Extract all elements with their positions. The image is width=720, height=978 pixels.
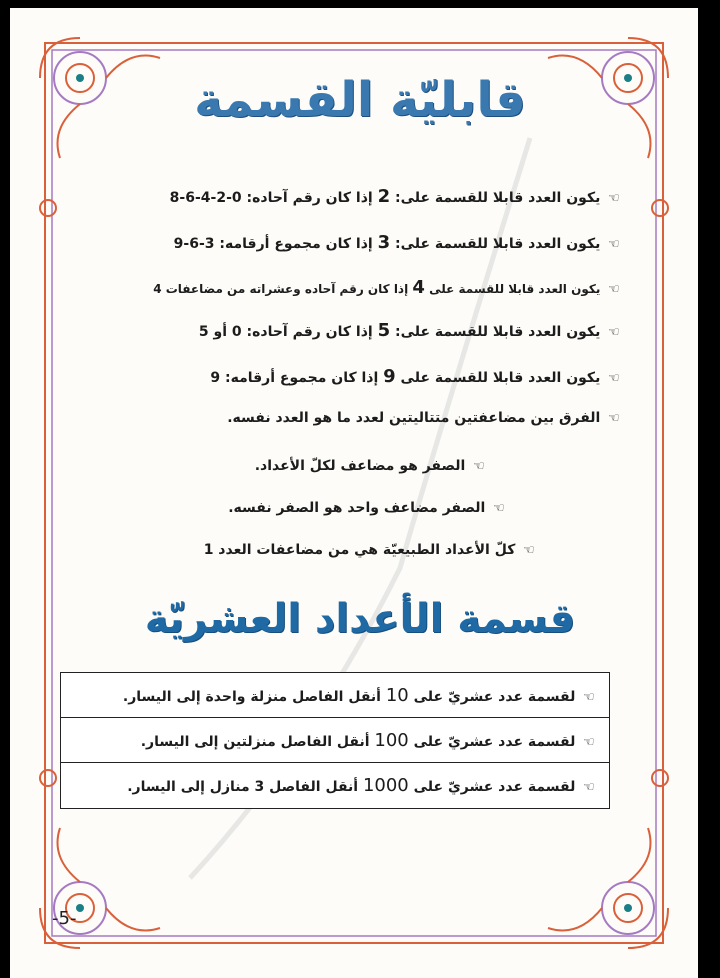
page-title: قابليّة القسمة — [194, 72, 526, 128]
rule-zero-multiple: ☞الصفر هو مضاعف لكلّ الأعداد. — [254, 458, 485, 474]
decorative-frame — [10, 8, 698, 978]
rule-divisible-3: ☞يكون العدد قابلا للقسمة على: 3 إذا كان مجموع أرقامه: 3-6-9 — [173, 232, 620, 253]
pointing-hand-icon: ☞ — [608, 282, 620, 297]
pointing-hand-icon: ☞ — [523, 543, 535, 558]
decimal-section-title: قسمة الأعداد العشريّة — [144, 596, 576, 642]
pointing-hand-icon: ☞ — [608, 237, 620, 252]
rule-multiples-difference: ☞الفرق بين مضاعفتين متتاليتين لعدد ما هو العدد نفسه. — [227, 410, 620, 426]
rule-divisible-2: ☞يكون العدد قابلا للقسمة على: 2 إذا كان رقم آحاده: 0-2-4-6-8 — [169, 186, 620, 207]
rule-divisible-9: ☞يكون العدد قابلا للقسمة على 9 إذا كان مجموع أرقامه: 9 — [210, 366, 620, 387]
pointing-hand-icon: ☞ — [583, 735, 595, 750]
document-page — [10, 8, 698, 978]
rule-divisible-4: ☞يكون العدد قابلا للقسمة على 4 إذا كان رقم آحاده وعشراته من مضاعفات 4 — [153, 277, 620, 298]
pointing-hand-icon: ☞ — [473, 459, 485, 474]
rule-divisible-5: ☞يكون العدد قابلا للقسمة على: 5 إذا كان رقم آحاده: 0 أو 5 — [198, 320, 620, 341]
pointing-hand-icon: ☞ — [583, 690, 595, 705]
pointing-hand-icon: ☞ — [608, 411, 620, 426]
decimal-division-table — [60, 672, 610, 809]
table-row: ☞لقسمة عدد عشريّ على 100 أنقل الفاصل منزلتين إلى اليسار. — [61, 718, 609, 763]
pointing-hand-icon: ☞ — [493, 501, 505, 516]
page-number: -5- — [52, 908, 77, 929]
pointing-hand-icon: ☞ — [583, 780, 595, 795]
table-row: ☞لقسمة عدد عشريّ على 10 أنقل الفاصل منزلة واحدة إلى اليسار. — [61, 673, 609, 718]
rule-zero-only-multiple: ☞الصفر مضاعف واحد هو الصفر نفسه. — [228, 500, 505, 516]
pointing-hand-icon: ☞ — [608, 191, 620, 206]
rule-natural-multiples-1: ☞كلّ الأعداد الطبيعيّة هي من مضاعفات العدد 1 — [203, 542, 535, 558]
pointing-hand-icon: ☞ — [608, 325, 620, 340]
table-row: ☞لقسمة عدد عشريّ على 1000 أنقل الفاصل 3 منازل إلى اليسار. — [61, 763, 609, 808]
pointing-hand-icon: ☞ — [608, 371, 620, 386]
